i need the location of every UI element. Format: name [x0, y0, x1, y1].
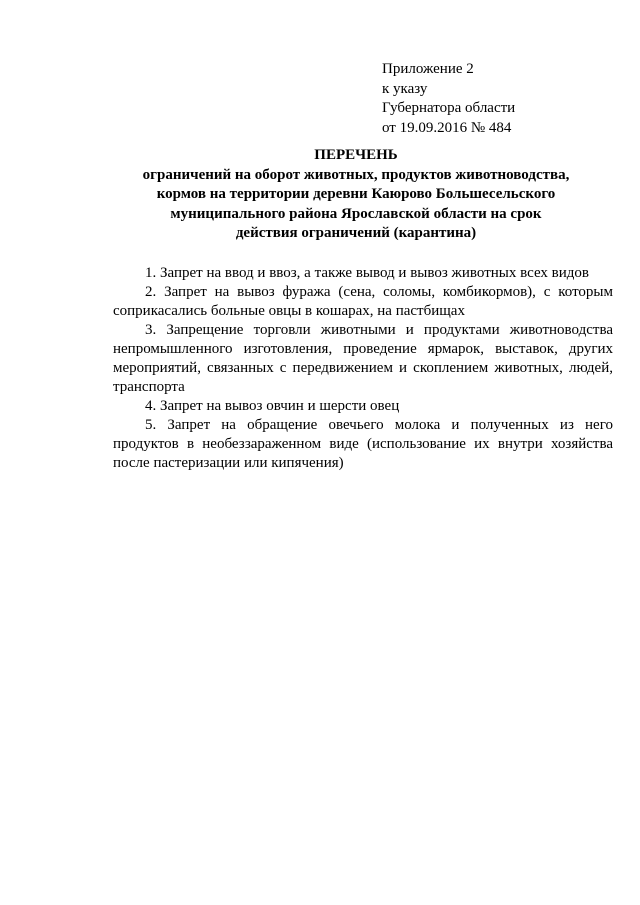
- appendix-line-2: к указу: [382, 80, 428, 97]
- appendix-line-1: Приложение 2: [382, 61, 474, 77]
- list-item: 4. Запрет на вывоз овчин и шерсти овец: [145, 398, 400, 414]
- title-line-1: ограничений на оборот животных, продуктов животноводства,: [142, 166, 570, 183]
- title-main: ПЕРЕЧЕНЬ: [314, 147, 398, 163]
- appendix-header: [382, 60, 515, 138]
- list-item: 1. Запрет на ввод и ввоз, а также вывод и вывоз животных всех видов: [145, 265, 589, 281]
- title-line-3: муниципального района Ярославской области на срок: [170, 205, 542, 222]
- title-line-4: действия ограничений (карантина): [235, 225, 477, 241]
- document-title: [100, 146, 612, 244]
- title-line-2: кормов на территории деревни Каюрово Большесельского: [156, 186, 556, 202]
- list-item: 3. Запрещение торговли животными и продуктами животноводства непромышленного изготовления, проведение ярмарок, выставок, других мероприятий, связанных с передвижением и скоплением животных, людей, транспорта: [113, 322, 613, 395]
- appendix-line-4: от 19.09.2016 № 484: [382, 119, 512, 136]
- list-item: 5. Запрет на обращение овечьего молока и полученных из него продуктов в необеззараженном виде (использование их внутри хозяйства после пастеризации или кипячения): [113, 417, 613, 471]
- restrictions-list: [113, 264, 613, 473]
- appendix-line-3: Губернатора области: [382, 100, 516, 116]
- list-item: 2. Запрет на вывоз фуража (сена, соломы, комбикормов), с которым соприкасались больные овцы в кошарах, на пастбищах: [113, 284, 613, 319]
